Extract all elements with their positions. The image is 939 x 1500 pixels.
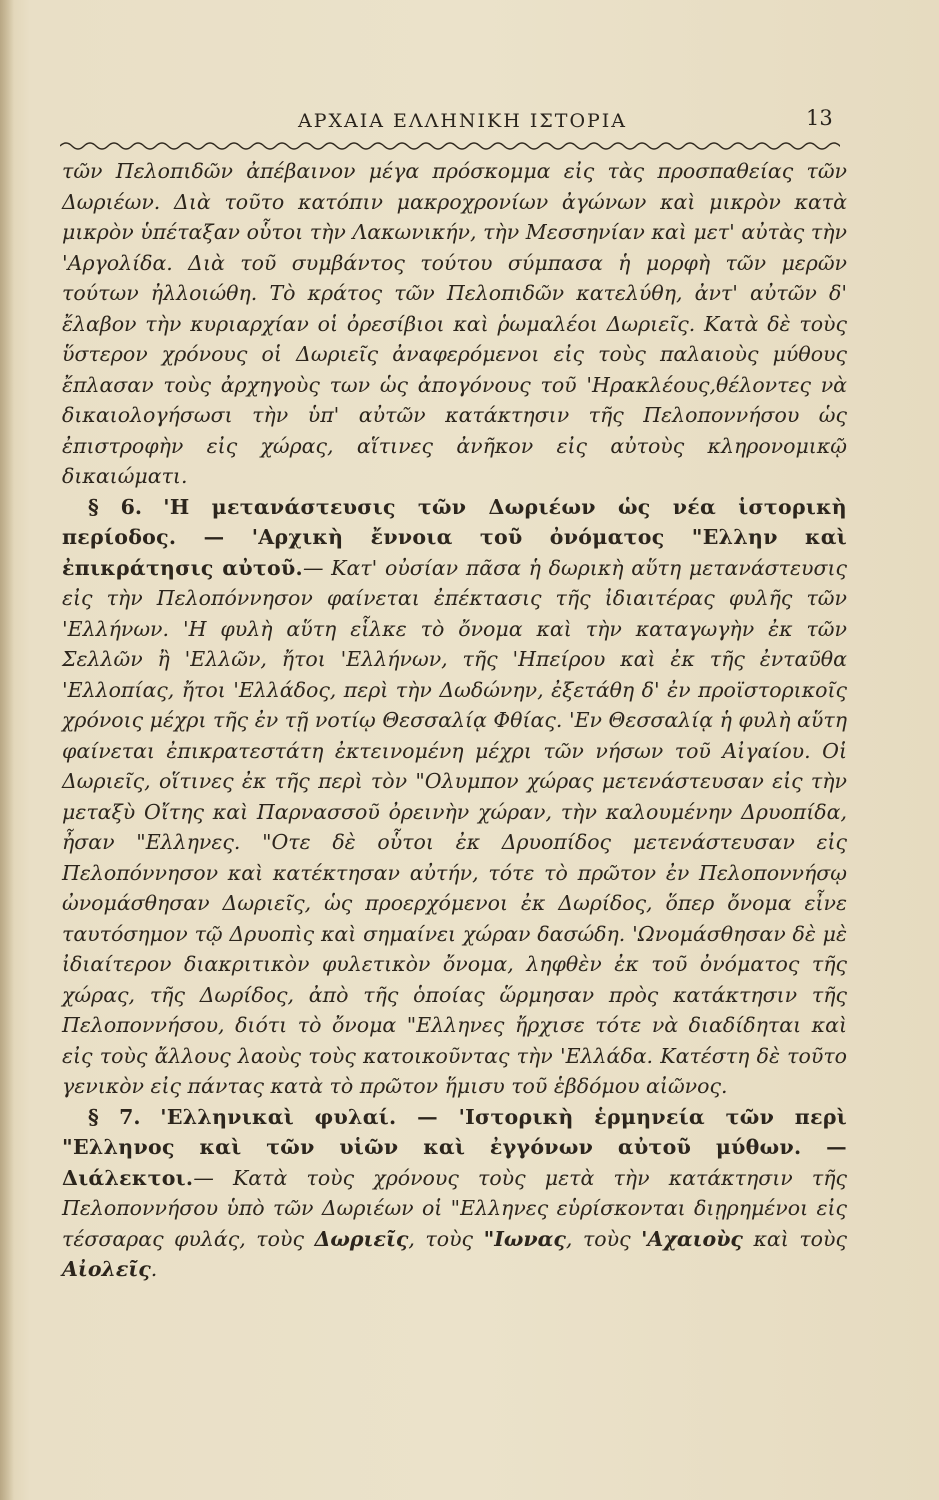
section-6-number: § 6. bbox=[88, 494, 142, 519]
separator-3: καὶ τοὺς bbox=[753, 1226, 847, 1251]
page-number: 13 bbox=[806, 106, 833, 130]
end-punctuation: . bbox=[150, 1257, 158, 1281]
decorative-wavy-rule bbox=[60, 134, 840, 156]
section-6-text: — Κατ' οὐσίαν πᾶσα ἡ δωρικὴ αὕτη μετανάστευσις εἰς τὴν Πελοπόννησον φαίνεται ἐπέκτασις τῆς ἰδιαιτέρας φυλῆς τῶν 'Ελλήνων. 'Η φυλὴ αὕτη εἷλκε τὸ ὄνομα καὶ τὴν καταγωγὴν ἐκ τῶν Σελλῶν ἢ 'Ελλῶν, ἤτοι 'Ελλήνων, τῆς 'Ηπείρου καὶ ἐκ τῆς ἐνταῦθα 'Ελλοπίας, ἤτοι 'Ελλάδος, περὶ τὴν Δωδώνην, ἐξετάθη δ' ἐν προϊστορικοῖς χρόνοις μέχρι τῆς ἐν τῇ νοτίῳ Θεσσαλίᾳ Φθίας. 'Εν Θεσσαλίᾳ ἡ φυλὴ αὕτη φαίνεται ἐπικρατεστάτη ἐκτεινομένη μέχρι τῶν νήσων τοῦ Αἰγαίου. Οἱ Δωριεῖς, οἵτινες ἐκ τῆς περὶ τὸν "Ολυμπον χώρας μετενάστευσαν εἰς τὴν μεταξὺ Οἴτης καὶ Παρνασσοῦ ὀρεινὴν χώραν, τὴν καλουμένην Δρυοπίδα, ἦσαν "Ελληνες. "Οτε δὲ οὗτοι ἐκ Δρυοπίδος μετενάστευσαν εἰς Πελοπόννησον καὶ κατέκτησαν αὐτήν, τότε τὸ πρῶτον ἐν Πελοποννήσῳ ὠνομάσθησαν Δωριεῖς, ὡς προερχόμενοι ἐκ Δωρίδος, ὅπερ ὄνομα εἶνε ταυτόσημον τῷ Δρυοπὶς καὶ σημαίνει χώραν δασώδη. 'Ωνομάσθησαν δὲ μὲ ἰδιαίτερον διακριτικὸν φυλετικὸν ὄνομα, ληφθὲν ἐκ τοῦ ὀνόματος τῆς χώρας, τῆς Δωρίδος, ἀπὸ τῆς ὁποίας ὥρμησαν πρὸς κατάκτησιν τῆς Πελοποννήσου, διότι τὸ ὄνομα "Ελληνες ἤρχισε τότε νὰ διαδίδηται καὶ εἰς τοὺς ἄλλους λαοὺς τοὺς κατοικοῦντας τὴν 'Ελλάδα. Κατέστη δὲ τοῦτο γενικὸν εἰς πάντας κατὰ τὸ πρῶτον ἥμισυ τοῦ ἑβδόμου αἰῶνος. bbox=[62, 555, 847, 1098]
separator-2: , τοὺς bbox=[565, 1226, 631, 1251]
section-6 bbox=[62, 492, 847, 1102]
binding-shadow bbox=[0, 0, 14, 1500]
section-7-text: — Κατὰ τοὺς χρόνους τοὺς μετὰ τὴν κατάκτησιν τῆς Πελοποννήσου ὑπὸ τῶν Δωριέων οἱ "Ελληνες εὑρίσκονται διῃρημένοι εἰς τέσσαρας φυλάς, τοὺς bbox=[62, 1165, 847, 1251]
section-7 bbox=[62, 1102, 847, 1285]
section-6-heading: 'Η μετανάστευσις τῶν Δωριέων ὡς νέα ἱστορικὴ περίοδος. — 'Αρχικὴ ἔννοια τοῦ ὀνόματος "Ελλην καὶ ἐπικράτησις αὐτοῦ. bbox=[62, 494, 847, 580]
tribe-dorians: Δωριεῖς bbox=[314, 1226, 409, 1251]
section-7-number: § 7. bbox=[88, 1104, 141, 1129]
body-text bbox=[62, 156, 847, 1285]
paragraph-continued: τῶν Πελοπιδῶν ἀπέβαινον μέγα πρόσκομμα εἰς τὰς προσπαθείας τῶν Δωριέων. Διὰ τοῦτο κατόπιν μακροχρονίων ἀγώνων καὶ μικρὸν κατὰ μικρὸν ὑπέταξαν οὗτοι τὴν Λακωνικήν, τὴν Μεσσηνίαν καὶ μετ' αὐτὰς τὴν 'Αργολίδα. Διὰ τοῦ συμβάντος τούτου σύμπασα ἡ μορφὴ τῶν μερῶν τούτων ἠλλοιώθη. Τὸ κράτος τῶν Πελοπιδῶν κατελύθη, ἀντ' αὐτῶν δ' ἔλαβον τὴν κυριαρχίαν οἱ ὀρεσίβιοι καὶ ῥωμαλέοι Δωριεῖς. Κατὰ δὲ τοὺς ὕστερον χρόνους οἱ Δωριεῖς ἀναφερόμενοι εἰς τοὺς παλαιοὺς μύθους ἔπλασαν τοὺς ἀρχηγοὺς των ὡς ἀπογόνους τοῦ 'Ηρακλέους,θέλοντες νὰ δικαιολογήσωσι τὴν ὑπ' αὐτῶν κατάκτησιν τῆς Πελοποννήσου ὡς ἐπιστροφὴν εἰς χώρας, αἵτινες ἀνῆκον εἰς αὐτοὺς κληρονομικῷ δικαιώματι. bbox=[62, 159, 847, 488]
tribe-aeolians: Αἰολεῖς bbox=[62, 1257, 151, 1281]
tribe-achaeans: 'Αχαιοὺς bbox=[641, 1226, 743, 1251]
running-title: ΑΡΧΑΙΑ ΕΛΛΗΝΙΚΗ ΙΣΤΟΡΙΑ bbox=[298, 110, 628, 132]
separator-1: , τοὺς bbox=[408, 1226, 474, 1251]
section-7-heading: 'Ελληνικαὶ φυλαί. — 'Ιστορικὴ ἑρμηνεία τῶν περὶ "Ελληνος καὶ τῶν υἱῶν καὶ ἐγγόνων αὐτοῦ μύθων. — Διάλεκτοι. bbox=[62, 1104, 847, 1190]
tribe-ionians: "Ιωνας bbox=[483, 1226, 566, 1251]
